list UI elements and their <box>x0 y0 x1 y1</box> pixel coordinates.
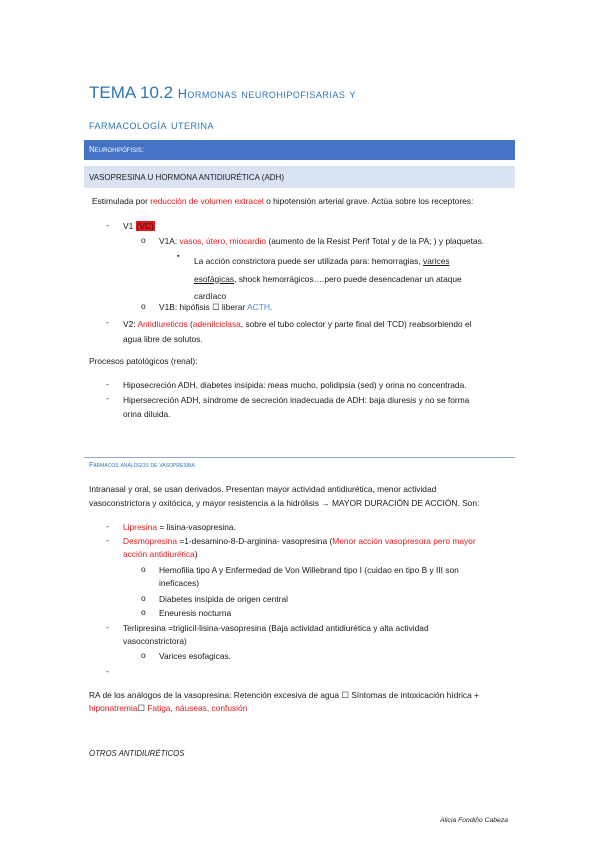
desmopresina-note-2: acción antidiurética <box>123 549 195 559</box>
v1a-targets: vasos, útero, miocardio <box>179 236 267 246</box>
intro-text: Estimulada por <box>92 196 151 206</box>
terlipresina-item <box>123 622 429 648</box>
section-divider <box>84 457 515 458</box>
desmopresina-note: Menor acción vasopresora pero mayor <box>332 536 476 546</box>
ra-hiponatremia: hiponatremia <box>89 703 138 713</box>
ra-effects: Fatiga, náuseas, confusión <box>144 703 248 713</box>
v1b-acth: ACTH <box>247 302 270 312</box>
v1a-detail-line2: , shock hemorrágicos….pero puede desencadenar un ataque <box>234 273 462 284</box>
desmo-item-3: Eneuresis nocturna <box>159 608 232 618</box>
otros-heading: OTROS ANTIDIURÉTICOS <box>89 749 185 758</box>
circle-bullet: o <box>141 564 146 574</box>
v2-text: , sobre el tubo colector y parte final del TCD) reabsorbiendo el <box>240 319 472 329</box>
dash-bullet: - <box>106 393 109 403</box>
v2-antidiureticos: Antidiureticos <box>137 319 188 329</box>
v1-label: V1 <box>123 221 136 231</box>
circle-bullet: o <box>141 235 146 245</box>
circle-bullet: o <box>141 301 146 311</box>
desmopresina-item <box>123 535 476 561</box>
v1a-detail-underline1: varices <box>423 256 450 266</box>
v2-item <box>123 317 472 347</box>
desmo-item-1-line1: Hemofilia tipo A y Enfermedad de Von Willebrand tipo I (cuidao en tipo B y III son <box>159 565 459 575</box>
terli-item: Varices esofagicas. <box>159 651 231 661</box>
v2-line2: agua libre de solutos. <box>123 334 203 344</box>
desmopresina-name: Desmopresina <box>123 536 177 546</box>
subsection-bar <box>84 166 515 188</box>
section-bar <box>84 140 515 160</box>
lipresina-item <box>123 521 236 533</box>
box-glyph: ☐ <box>212 302 220 312</box>
pathologic-item-2-line1: Hipersecreción ADH, síndrome de secreción inadecuada de ADH: baja diuresis y no se forma <box>123 395 470 405</box>
analogs-para-line2: vasoconstrictora y oxitócica, y mayor resistencia a la hidrólisis → MAYOR DURACIÓN DE ACCIÓN. Son: <box>89 498 480 508</box>
dash-bullet: - <box>106 535 109 545</box>
ra-text: RA de los análogos de la vasopresina: Retención excesiva de agua <box>89 690 342 700</box>
circle-bullet: o <box>141 607 146 617</box>
v1a-detail-line3: cardíaco <box>194 291 227 301</box>
box-glyph: ☐ <box>137 703 145 713</box>
v1a-detail-line1: La acción constrictora puede ser utilizada para: hemorragias, <box>194 256 424 266</box>
page-title <box>89 78 529 140</box>
desmopresina-close: ) <box>194 549 198 559</box>
dash-bullet: - <box>106 521 109 531</box>
v1b-end: . <box>269 302 273 312</box>
dash-bullet: - <box>106 317 109 327</box>
analogs-heading: Fármacos análogos de vasopresina <box>89 462 195 469</box>
desmo-item-1 <box>159 564 459 590</box>
dash-bullet: - <box>106 220 109 230</box>
dash-bullet: - <box>106 379 109 389</box>
subsection-bar-label: VASOPRESINA U HORMONA ANTIDIURÉTICA (ADH) <box>89 173 284 182</box>
square-bullet: ▪ <box>177 253 180 260</box>
box-glyph: ☐ <box>341 690 349 700</box>
v1a-effects: (aumento de la Resist Perif Total y de la PA; ) y plaquetas. <box>266 236 485 246</box>
circle-bullet: o <box>141 650 146 660</box>
v1b-label: V1B: hipófisis <box>159 302 213 312</box>
analogs-paragraph <box>89 482 479 510</box>
ra-paragraph <box>89 689 479 715</box>
terlipresina-line2: vasoconstrictora) <box>123 636 187 646</box>
intro-paragraph <box>92 195 473 207</box>
analogs-para-line1: Intranasal y oral, se usan derivados. Presentan mayor actividad antidiurética, menor actividad <box>89 484 437 494</box>
lipresina-name: Lipresina <box>123 522 157 532</box>
title-rest-2: farmacología uterina <box>89 118 214 132</box>
section-bar-label: Neurohipófisis: <box>89 145 145 154</box>
pathologic-item-2 <box>123 393 469 421</box>
v1a-detail <box>194 253 462 306</box>
desmo-item-1-line2: ineficaces) <box>159 578 200 588</box>
v1a-label: V1A: <box>159 236 180 246</box>
desmo-item-2: Diabetes insípida de origen central <box>159 594 288 604</box>
terlipresina-line1: Terlipresina =triglicil-lisina-vasopresina (Baja actividad antidiurética y alta actividad <box>123 623 429 633</box>
v1a-detail-underline2: esofágicas <box>194 273 235 284</box>
desmopresina-desc: =1-desamino-8-D-arginina- vasopresina ( <box>177 536 333 546</box>
v1a-item <box>159 235 484 247</box>
pathologic-item-2-line2: orina diluida. <box>123 409 171 419</box>
dash-bullet: - <box>106 622 109 632</box>
circle-bullet: o <box>141 593 146 603</box>
intro-highlight: reducción de volumen extracel <box>150 196 264 206</box>
v1b-mid: liberar <box>219 302 248 312</box>
v1-tag: (VC) <box>136 221 154 231</box>
v1-item <box>123 220 155 232</box>
ra-symptoms: Síntomas de intoxicación hídrica + <box>348 690 479 700</box>
pathologic-item-1: Hiposecreción ADH, diabetes insípida: meas mucho, polidipsia (sed) y orina no concentrada. <box>123 380 467 390</box>
v2-adenilciclasa: adenilciclasa <box>192 319 241 329</box>
lipresina-desc: = lisina-vasopresina. <box>157 522 236 532</box>
v2-paren: ( <box>187 319 193 329</box>
title-main: TEMA 10.2 <box>89 83 174 102</box>
empty-dash-bullet: - <box>106 666 109 676</box>
intro-text-end: o hipotensión arterial grave. Actúa sobre los receptores: <box>263 196 474 206</box>
pathologic-heading: Procesos patológicos (renal): <box>89 356 198 366</box>
title-rest-1: Hormonas neurohipofisarias y <box>177 87 356 101</box>
footer-author: Alicia Fondiño Cabeza <box>440 817 509 824</box>
v1b-item <box>159 301 272 313</box>
v2-label: V2: <box>123 319 138 329</box>
